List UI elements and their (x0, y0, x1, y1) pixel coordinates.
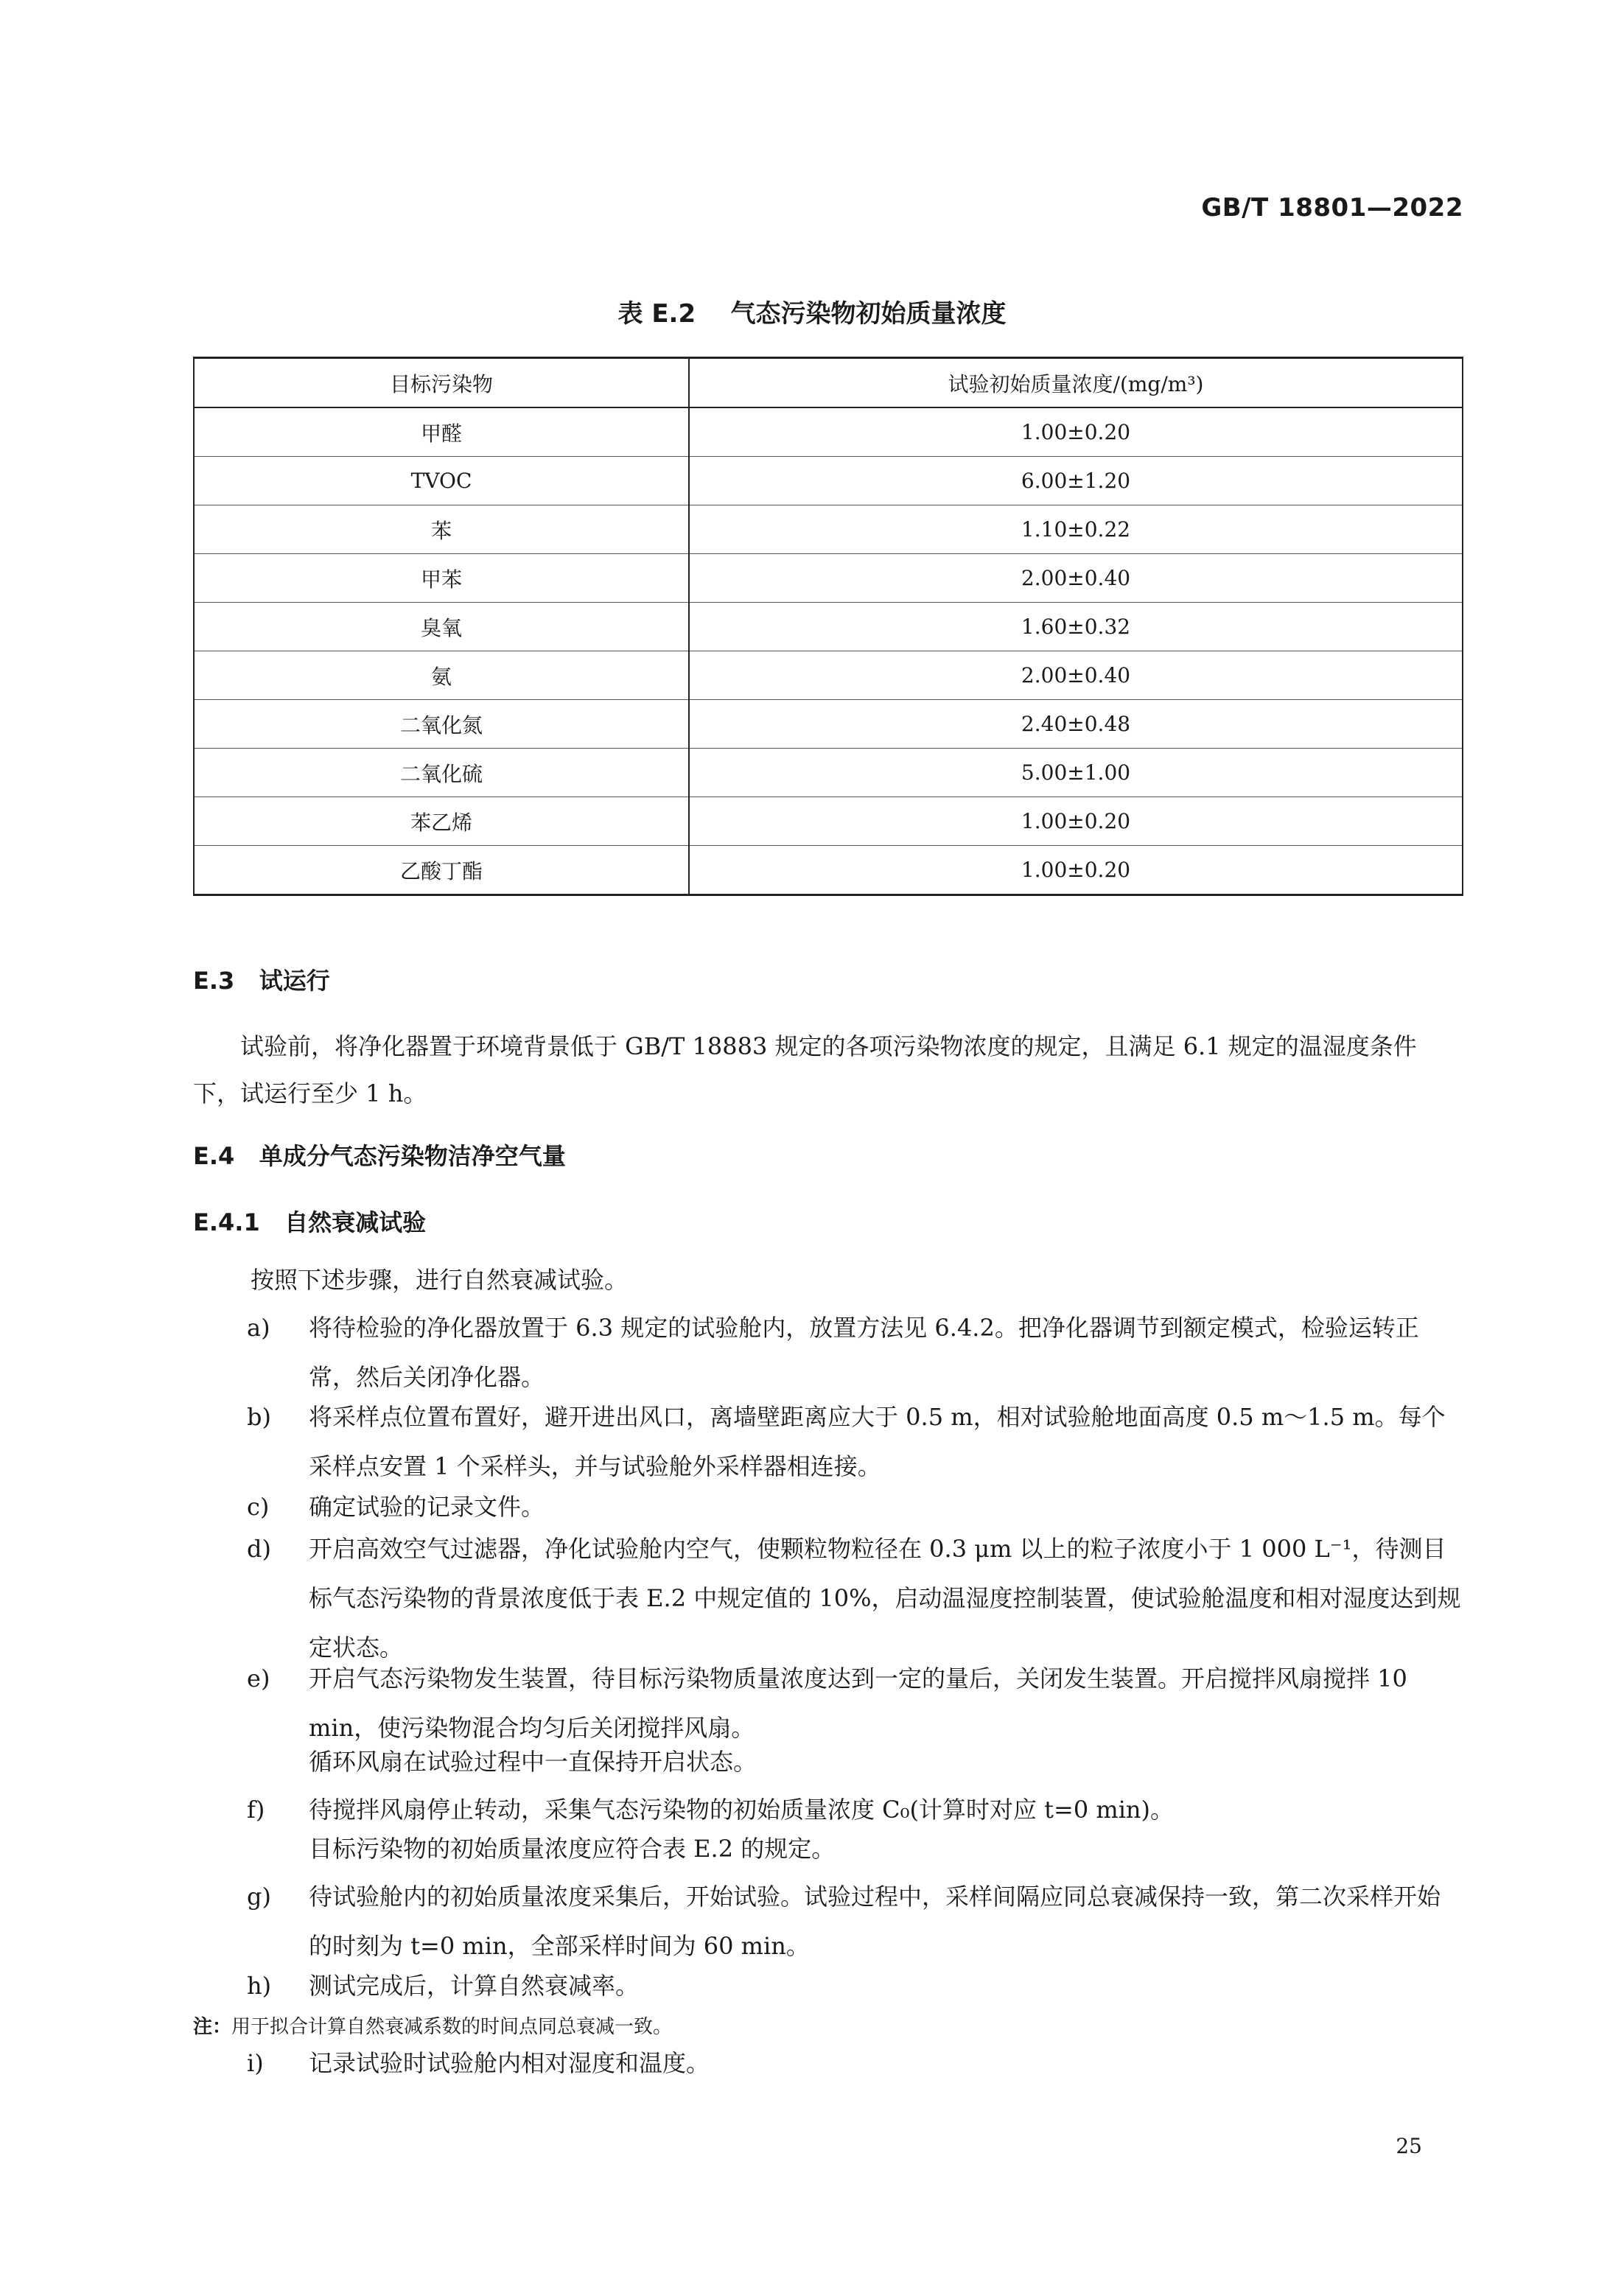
list-marker: d) (247, 1535, 271, 1563)
pollutant-cell: 苯 (194, 505, 689, 554)
list-text: 记录试验时试验舱内相对湿度和温度。 (309, 2049, 710, 2077)
concentration-cell: 2.00±0.40 (689, 554, 1463, 603)
list-marker: h) (247, 1972, 272, 2000)
concentration-cell: 6.00±1.20 (689, 457, 1463, 505)
intro-text: 按照下述步骤，进行自然衰减试验。 (251, 1266, 629, 1294)
concentration-cell: 1.00±0.20 (689, 407, 1463, 457)
table-row (194, 603, 1463, 651)
note-label: 注： (193, 2016, 232, 2038)
list-text: 开启高效空气过滤器，净化试验舱内空气，使颗粒物粒径在 0.3 μm 以上的粒子浓度小于 1 000 L⁻¹，待测目标气态污染物的背景浓度低于表 E.2 中规定值的 10%，启动温湿度控制装置，使试验舱温度和相对湿度达到规定状态。 (309, 1535, 1461, 1662)
concentration-table (193, 357, 1463, 896)
pollutant-cell: 臭氧 (194, 603, 689, 651)
list-item-a (247, 1303, 1463, 1402)
pollutant-cell: 乙酸丁酯 (194, 846, 689, 895)
table-header-row (194, 358, 1463, 408)
pollutant-cell: 二氧化氮 (194, 700, 689, 749)
list-marker: a) (247, 1314, 270, 1342)
paragraph-e3: 试验前，将净化器置于环境背景低于 GB/T 18883 规定的各项污染物浓度的规定，且满足 6.1 规定的温湿度条件下，试运行至少 1 h。 (193, 1032, 1417, 1107)
list-text: 待试验舱内的初始质量浓度采集后，开始试验。试验过程中，采样间隔应同总衰减保持一致，第二次采样开始的时刻为 t=0 min，全部采样时间为 60 min。 (309, 1883, 1441, 1960)
note-text: 用于拟合计算自然衰减系数的时间点同总衰减一致。 (231, 2016, 673, 2038)
table-row (194, 700, 1463, 749)
pollutant-cell: 苯乙烯 (194, 797, 689, 846)
column-header: 试验初始质量浓度/(mg/m³) (689, 358, 1463, 408)
list-item-b (247, 1393, 1463, 1491)
page-number: 25 (1396, 2134, 1422, 2158)
pollutant-cell: TVOC (194, 457, 689, 505)
table-row (194, 505, 1463, 554)
section-heading-e41: E.4.1 自然衰减试验 (193, 1208, 427, 1236)
column-header: 目标污染物 (194, 358, 689, 408)
concentration-cell: 1.60±0.32 (689, 603, 1463, 651)
list-item-g (247, 1872, 1463, 1971)
list-item-e (247, 1654, 1463, 1753)
table-row (194, 651, 1463, 700)
list-marker: f) (247, 1796, 265, 1824)
concentration-cell: 1.00±0.20 (689, 846, 1463, 895)
pollutant-cell: 二氧化硫 (194, 749, 689, 797)
table-caption: 表 E.2 气态污染物初始质量浓度 (617, 299, 1007, 329)
concentration-cell: 2.40±0.48 (689, 700, 1463, 749)
table-row (194, 846, 1463, 895)
concentration-cell: 1.00±0.20 (689, 797, 1463, 846)
list-marker: i) (247, 2049, 264, 2077)
table-row (194, 797, 1463, 846)
list-marker: g) (247, 1883, 271, 1911)
note (193, 2012, 672, 2039)
list-text: 将采样点位置布置好，避开进出风口，离墙壁距离应大于 0.5 m，相对试验舱地面高度 0.5 m～1.5 m。每个采样点安置 1 个采样头，并与试验舱外采样器相连接。 (309, 1403, 1446, 1480)
section-heading-e4: E.4 单成分气态污染物洁净空气量 (193, 1142, 566, 1170)
list-text: 确定试验的记录文件。 (309, 1493, 545, 1521)
table-row (194, 554, 1463, 603)
concentration-cell: 1.10±0.22 (689, 505, 1463, 554)
section-heading-e3: E.3 试运行 (193, 967, 330, 995)
concentration-cell: 5.00±1.00 (689, 749, 1463, 797)
table-row (194, 457, 1463, 505)
pollutant-cell: 氨 (194, 651, 689, 700)
table-row (194, 749, 1463, 797)
list-text: 测试完成后，计算自然衰减率。 (309, 1972, 640, 2000)
table-row (194, 407, 1463, 457)
continuation-text: 循环风扇在试验过程中一直保持开启状态。 (309, 1748, 757, 1776)
pollutant-cell: 甲苯 (194, 554, 689, 603)
continuation-text: 目标污染物的初始质量浓度应符合表 E.2 的规定。 (309, 1835, 836, 1863)
standard-code: GB/T 18801—2022 (1201, 193, 1463, 223)
list-text: 开启气态污染物发生装置，待目标污染物质量浓度达到一定的量后，关闭发生装置。开启搅拌风扇搅拌 10 min，使污染物混合均匀后关闭搅拌风扇。 (309, 1664, 1407, 1742)
list-marker: c) (247, 1493, 270, 1521)
list-text: 待搅拌风扇停止转动，采集气态污染物的初始质量浓度 C₀(计算时对应 t=0 min)。 (309, 1796, 1175, 1824)
pollutant-cell: 甲醛 (194, 407, 689, 457)
concentration-cell: 2.00±0.40 (689, 651, 1463, 700)
list-item-h (247, 1961, 1463, 2011)
list-marker: e) (247, 1664, 270, 1692)
list-item-d (247, 1524, 1463, 1673)
list-item-i (247, 2039, 1463, 2088)
list-text: 将待检验的净化器放置于 6.3 规定的试验舱内，放置方法见 6.4.2。把净化器调节到额定模式，检验运转正常，然后关闭净化器。 (309, 1314, 1419, 1391)
list-marker: b) (247, 1403, 271, 1431)
list-item-f (247, 1785, 1463, 1835)
